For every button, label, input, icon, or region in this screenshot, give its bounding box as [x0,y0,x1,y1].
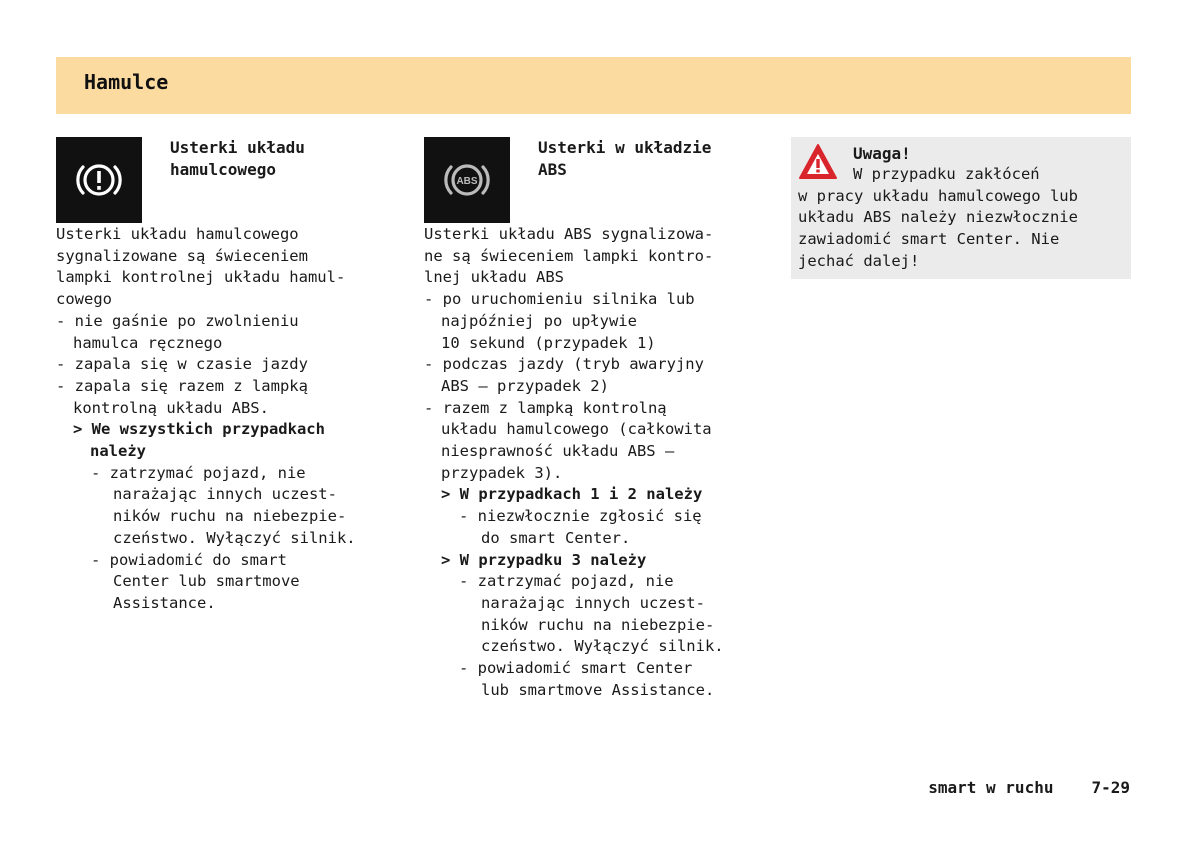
page-footer [928,778,1130,797]
action-item: - powiadomić do smart Center lub smartmove Assistance. [91,550,300,612]
list-item: - zapala się w czasie jazdy [56,355,308,374]
abs-fault-body [424,224,769,701]
warning-box [791,137,1131,279]
footer-section: smart w ruchu [928,778,1054,797]
intro-line: lampki kontrolnej układu hamul- [56,268,346,287]
action-item: - powiadomić smart Center lub smartmove Assistance. [459,659,715,699]
title-line: Usterki w układzie [538,138,712,157]
intro-line: lnej układu ABS [424,268,564,287]
brake-fault-body [56,224,401,615]
intro-line: sygnalizowane są świeceniem [56,246,308,265]
action-heading: > We wszystkich przypadkach należy [73,420,325,461]
intro-line: ne są świeceniem lampki kontro- [424,246,714,265]
list-item: - po uruchomieniu silnika lub najpóźniej po upływie 10 sekund (przypadek 1) [424,290,695,352]
list-item: - zapala się razem z lampką kontrolną układu ABS. [56,376,308,417]
brake-warning-icon [56,137,142,223]
title-line: ABS [538,160,567,179]
list-item: - podczas jazdy (tryb awaryjny ABS — przypadek 2) [424,355,704,395]
title-line: Usterki układu [170,138,305,157]
action-heading: > W przypadkach 1 i 2 należy [441,485,703,504]
page-number: 7-29 [1091,778,1130,797]
list-item: - razem z lampką kontrolną układu hamulcowego (całkowita niesprawność układu ABS — przypadek 3). [424,398,712,482]
abs-warning-icon [424,137,510,223]
action-item: - zatrzymać pojazd, nie narażając innych uczest- ników ruchu na niebezpie- czeństwo. Wyłączyć silnik. [91,463,356,547]
title-line: hamulcowego [170,160,276,179]
section-header [56,57,1131,114]
action-item: - niezwłocznie zgłosić się do smart Center. [459,507,702,547]
list-item: - nie gaśnie po zwolnieniu hamulca ręcznego [56,311,299,352]
intro-line: cowego [56,290,112,309]
intro-line: Usterki układu hamulcowego [56,225,299,243]
section-title: Hamulce [84,70,169,94]
warning-text: W przypadku zakłóceń w pracy układu hamulcowego lub układu ABS należy niezwłocznie zawiadomić smart Center. Nie jechać dalej! [798,165,1078,270]
action-heading: > W przypadku 3 należy [441,550,647,569]
intro-line: Usterki układu ABS sygnalizowa- [424,225,714,243]
action-item: - zatrzymać pojazd, nie narażając innych uczest- ników ruchu na niebezpie- czeństwo. Wyłączyć silnik. [459,572,724,656]
warning-title: Uwaga! [853,144,911,163]
brake-fault-title [170,137,400,181]
svg-text:ABS: ABS [456,176,478,187]
abs-fault-title [538,137,768,181]
